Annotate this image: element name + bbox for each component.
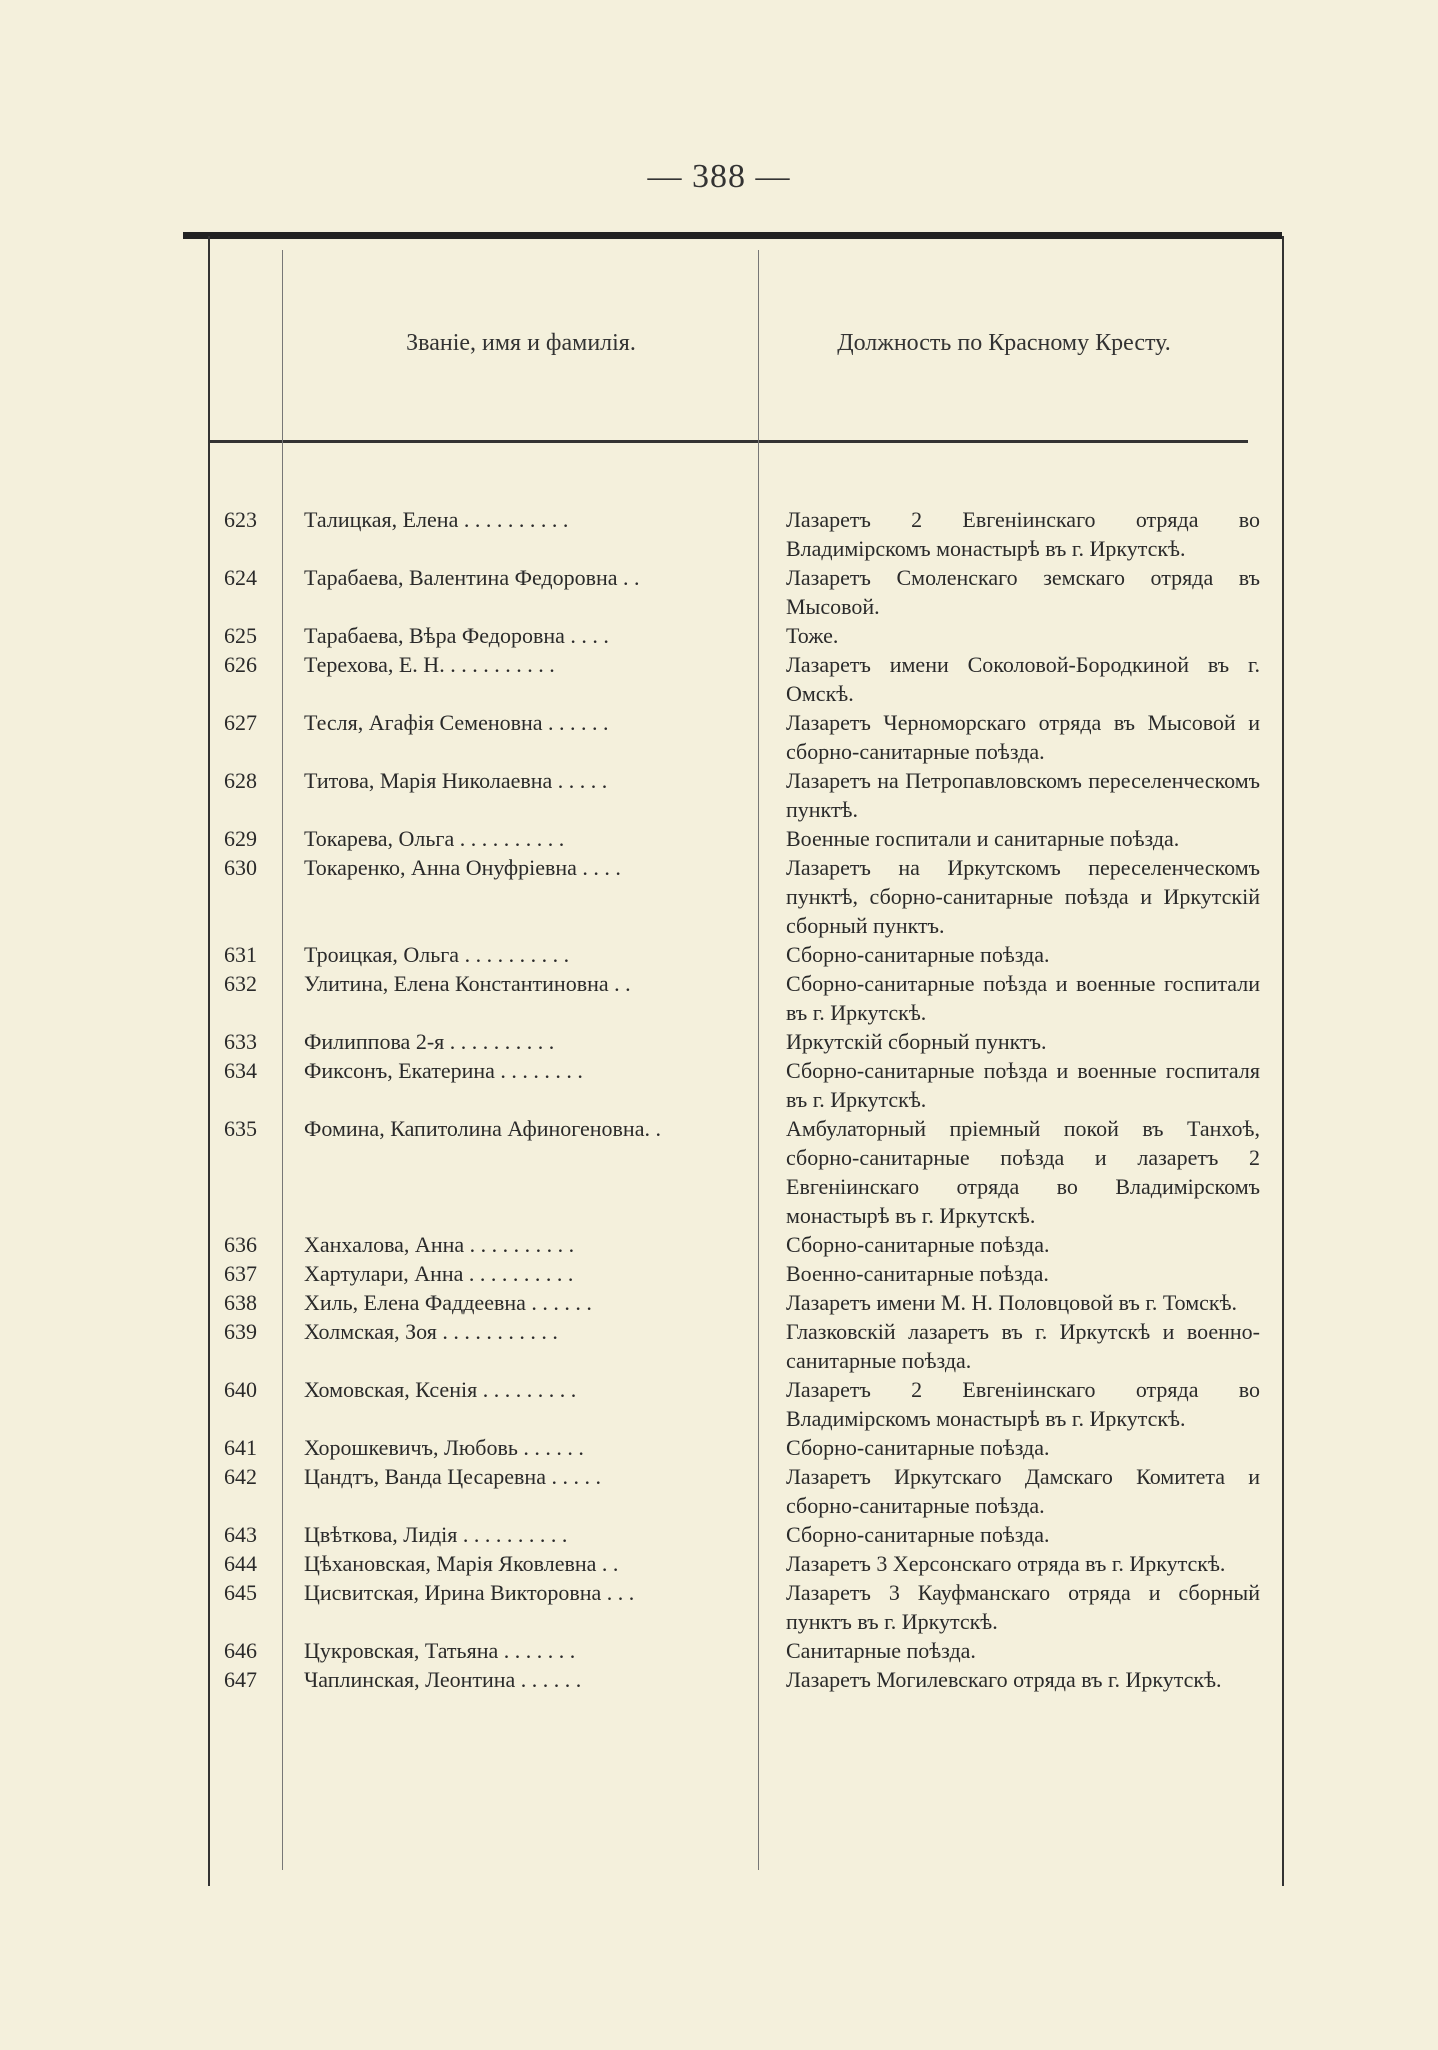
table-body [210,505,1260,1694]
row-post: Лазаретъ 3 Херсонскаго отряда въ г. Иркутскѣ. [786,1551,1226,1576]
row-post: Сборно-санитарные поѣзда и военные госпиталя въ г. Иркутскѣ. [786,1058,1260,1112]
header-post: Должность по Красному Кресту. [837,330,1171,356]
row-name: Фиксонъ, Екатерина . . . . . . . . [304,1058,583,1083]
row-num: 630 [224,855,257,880]
row-post: Лазаретъ Черноморскаго отряда въ Мысовой и сборно-санитарные поѣзда. [786,710,1260,764]
table-row [210,1259,1248,1288]
row-name: Титова, Марія Николаевна . . . . . [304,768,608,793]
row-num: 639 [224,1319,257,1344]
row-num: 624 [224,565,257,590]
row-post: Лазаретъ на Иркутскомъ переселенческомъ пунктѣ, сборно-санитарные поѣзда и Иркутскій сборный пунктъ. [786,855,1260,938]
table-row [210,1578,1260,1636]
row-name: Фомина, Капитолина Афиногеновна. . [304,1116,661,1141]
row-name: Токаренко, Анна Онуфріевна . . . . [304,855,621,880]
row-post: Сборно-санитарные поѣзда. [786,1232,1050,1257]
row-post: Военные госпитали и санитарные поѣзда. [786,826,1180,851]
table-row [210,563,1260,621]
table-row [210,1462,1260,1520]
row-num: 644 [224,1551,257,1576]
row-num: 627 [224,710,257,735]
table-row [210,1230,1248,1259]
table-row [210,621,1248,650]
row-num: 625 [224,623,257,648]
row-name: Холмская, Зоя . . . . . . . . . . . [304,1319,558,1344]
table-row [210,1056,1260,1114]
table-row [210,940,1248,969]
row-name: Хомовская, Ксенія . . . . . . . . . [304,1377,577,1402]
header-rule [210,440,1248,443]
row-post: Сборно-санитарные поѣзда. [786,1522,1050,1547]
row-num: 646 [224,1638,257,1663]
row-num: 643 [224,1522,257,1547]
row-name: Ханхалова, Анна . . . . . . . . . . [304,1232,575,1257]
row-post: Санитарные поѣзда. [786,1638,976,1663]
table-row [210,824,1248,853]
row-name: Улитина, Елена Константиновна . . [304,971,631,996]
row-name: Тесля, Агафія Семеновна . . . . . . [304,710,609,735]
table-row [210,969,1260,1027]
row-num: 623 [224,507,257,532]
row-num: 647 [224,1667,257,1692]
row-num: 631 [224,942,257,967]
row-name: Тарабаева, Валентина Федоровна . . [304,565,640,590]
row-name: Филиппова 2-я . . . . . . . . . . [304,1029,555,1054]
row-num: 642 [224,1464,257,1489]
row-post: Глазковскій лазаретъ въ г. Иркутскѣ и военно-санитарные поѣзда. [786,1319,1260,1373]
row-name: Цѣхановская, Марія Яковлевна . . [304,1551,619,1576]
row-name: Цукровская, Татьяна . . . . . . . [304,1638,576,1663]
row-num: 640 [224,1377,257,1402]
row-name: Цандтъ, Ванда Цесаревна . . . . . [304,1464,601,1489]
row-post: Тоже. [786,623,839,648]
row-post: Лазаретъ 3 Кауфманскаго отряда и сборный пунктъ въ г. Иркутскѣ. [786,1580,1260,1634]
row-name: Хартулари, Анна . . . . . . . . . . [304,1261,574,1286]
row-name: Цвѣткова, Лидія . . . . . . . . . . [304,1522,568,1547]
row-num: 629 [224,826,257,851]
table-row [210,1636,1248,1665]
table-row [210,1375,1260,1433]
row-name: Троицкая, Ольга . . . . . . . . . . [304,942,570,967]
table-row [210,1433,1248,1462]
table-row [210,1317,1260,1375]
row-post: Лазаретъ 2 Евгеніинскаго отряда во Владимірскомъ монастырѣ въ г. Иркутскѣ. [786,1377,1260,1431]
row-name: Цисвитская, Ирина Викторовна . . . [304,1580,635,1605]
row-post: Лазаретъ Могилевскаго отряда въ г. Иркутскѣ. [786,1667,1222,1692]
row-post: Сборно-санитарные поѣзда и военные госпитали въ г. Иркутскѣ. [786,971,1260,1025]
row-name: Чаплинская, Леонтина . . . . . . [304,1667,582,1692]
row-num: 632 [224,971,257,996]
row-num: 645 [224,1580,257,1605]
row-name: Талицкая, Елена . . . . . . . . . . [304,507,569,532]
row-name: Хорошкевичъ, Любовь . . . . . . [304,1435,584,1460]
table-row [210,766,1260,824]
page-number: — 388 — [647,158,791,195]
row-post: Иркутскій сборный пунктъ. [786,1029,1047,1054]
row-post: Лазаретъ Смоленскаго земскаго отряда въ Мысовой. [786,565,1260,619]
row-post: Сборно-санитарные поѣзда. [786,942,1050,967]
table-row [210,1288,1248,1317]
table-row [210,1114,1260,1230]
table-row [210,1665,1248,1694]
row-post: Сборно-санитарные поѣзда. [786,1435,1050,1460]
row-num: 628 [224,768,257,793]
row-post: Лазаретъ Иркутскаго Дамскаго Комитета и сборно-санитарные поѣзда. [786,1464,1260,1518]
row-num: 626 [224,652,257,677]
row-num: 637 [224,1261,257,1286]
row-num: 636 [224,1232,257,1257]
row-num: 638 [224,1290,257,1315]
table-row [210,505,1260,563]
row-post: Лазаретъ 2 Евгеніинскаго отряда во Владимірскомъ монастырѣ въ г. Иркутскѣ. [786,507,1260,561]
row-post: Лазаретъ на Петропавловскомъ переселенческомъ пунктѣ. [786,768,1260,822]
row-name: Токарева, Ольга . . . . . . . . . . [304,826,565,851]
header-name: Званіе, имя и фамилія. [406,330,636,356]
row-name: Тарабаева, Вѣра Федоровна . . . . [304,623,609,648]
row-post: Военно-санитарные поѣзда. [786,1261,1049,1286]
row-post: Лазаретъ имени Соколовой-Бородкиной въ г. Омскѣ. [786,652,1260,706]
row-post: Лазаретъ имени М. Н. Половцовой въ г. Томскѣ. [786,1290,1238,1315]
row-num: 635 [224,1116,257,1141]
table-row [210,708,1260,766]
table-row [210,853,1260,940]
row-num: 633 [224,1029,257,1054]
table-row [210,1027,1248,1056]
row-num: 641 [224,1435,257,1460]
row-num: 634 [224,1058,257,1083]
row-post: Амбулаторный пріемный покой въ Танхоѣ, сборно-санитарные поѣзда и лазаретъ 2 Евгеніинскаго отряда во Владимірскомъ монастырѣ въ г. Иркутскѣ. [786,1116,1260,1228]
row-name: Терехова, Е. Н. . . . . . . . . . . [304,652,555,677]
row-name: Хиль, Елена Фаддеевна . . . . . . [304,1290,592,1315]
table-row [210,1549,1248,1578]
table-row [210,650,1260,708]
table-row [210,1520,1248,1549]
